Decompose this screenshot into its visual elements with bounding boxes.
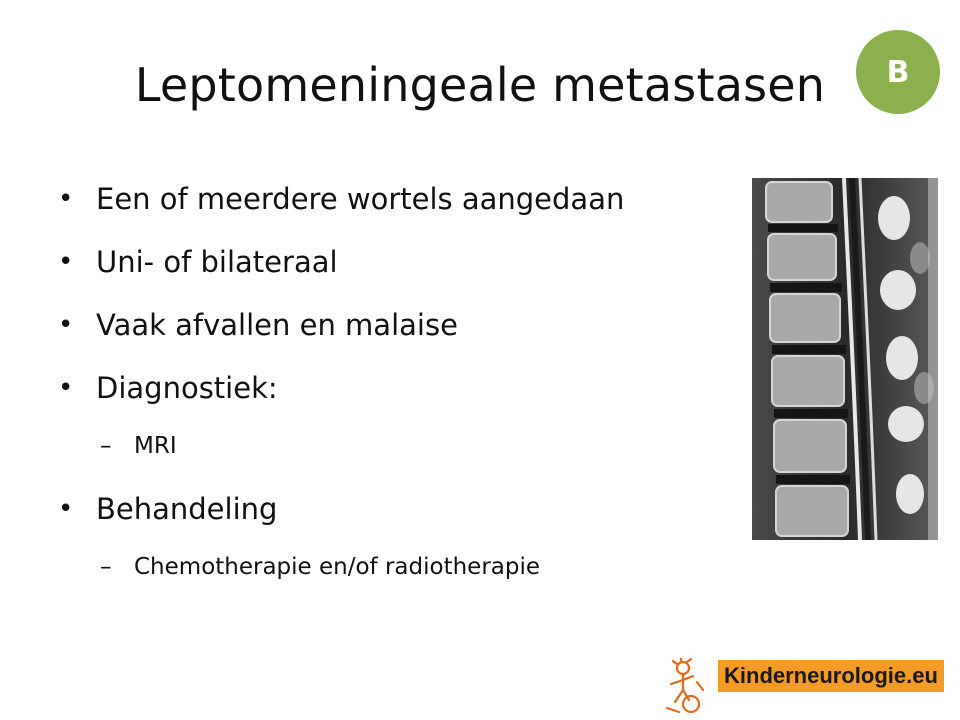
bullet-dot: •: [58, 494, 74, 524]
bullet-dot: •: [58, 373, 74, 403]
spine-mri-icon: [752, 178, 938, 540]
bullet-item: [58, 239, 748, 302]
bullet-text: Een of meerdere wortels aangedaan: [96, 182, 625, 216]
sub-bullet-text: Chemotherapie en/of radiotherapie: [134, 554, 541, 580]
site-logo[interactable]: Kinderneurologie.eu: [718, 660, 944, 692]
bullet-dot: •: [58, 310, 74, 340]
section-badge: B: [856, 30, 940, 114]
bullet-text: Uni- of bilateraal: [96, 245, 338, 279]
bullet-text: Diagnostiek:: [96, 371, 278, 405]
child-figure-icon: [661, 658, 711, 716]
bullet-dot: •: [58, 184, 74, 214]
sub-bullet-dash: –: [100, 433, 112, 459]
spine-mri-image: [752, 178, 938, 540]
bullet-text: Vaak afvallen en malaise: [96, 308, 458, 342]
bullet-item: [58, 302, 748, 365]
bullet-item: [58, 365, 748, 428]
sub-bullet-item: [58, 549, 748, 607]
sub-bullet-dash: –: [100, 554, 112, 580]
bullet-dot: •: [58, 247, 74, 277]
bullet-item: [58, 176, 748, 239]
sub-bullet-text: MRI: [134, 433, 177, 459]
bullet-list: [58, 176, 748, 607]
slide-title: Leptomeningeale metastasen: [134, 58, 826, 112]
sub-bullet-item: [58, 428, 748, 486]
bullet-text: Behandeling: [96, 492, 278, 526]
bullet-item: [58, 486, 748, 549]
